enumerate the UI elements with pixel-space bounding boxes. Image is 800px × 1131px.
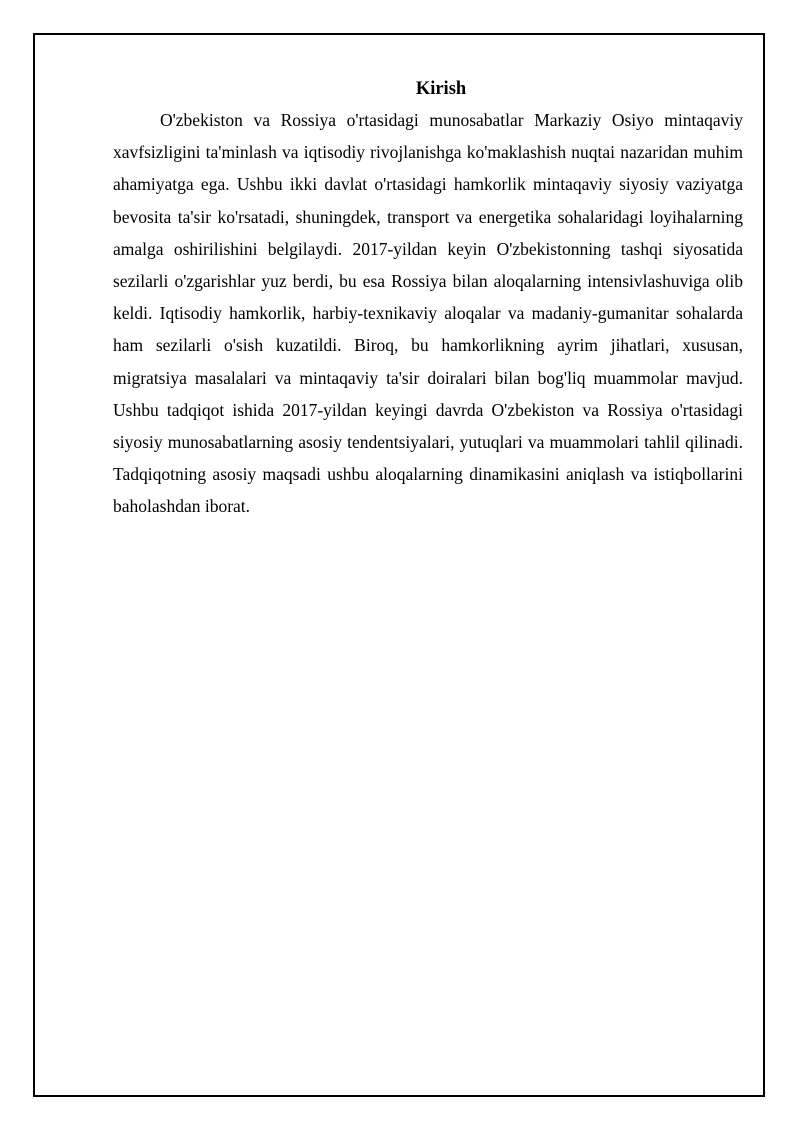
document-content — [113, 74, 743, 523]
section-title: Kirish — [415, 79, 467, 99]
body-paragraph: O'zbekiston va Rossiya o'rtasidagi munosabatlar Markaziy Osiyo mintaqaviy xavfsizligini ta'minlash va iqtisodiy rivojlanishga ko'maklashish nuqtai nazaridan muhim ahamiyatga ega. Ushbu ikki davlat o'rtasidagi hamkorlik mintaqaviy siyosiy vaziyatga bevosita ta'sir ko'rsatadi, shuningdek, transport va energetika sohalaridagi loyihalarning amalga oshirilishini belgilaydi. 2017-yildan keyin O'zbekistonning tashqi siyosatida sezilarli o'zgarishlar yuz berdi, bu esa Rossiya bilan aloqalarning intensivlashuviga olib keldi. Iqtisodiy hamkorlik, harbiy-texnikaviy aloqalar va madaniy-gumanitar sohalarda ham sezilarli o'sish kuzatildi. Biroq, bu hamkorlikning ayrim jihatlari, xususan, migratsiya masalalari va mintaqaviy ta'sir doiralari bilan bog'liq muammolar mavjud. Ushbu tadqiqot ishida 2017-yildan keyingi davrda O'zbekiston va Rossiya o'rtasidagi siyosiy munosabatlarning asosiy tendentsiyalari, yutuqlari va muammolari tahlil qilinadi. Tadqiqotning asosiy maqsadi ushbu aloqalarning dinamikasini aniqlash va istiqbollarini baholashdan iborat. — [113, 110, 743, 517]
